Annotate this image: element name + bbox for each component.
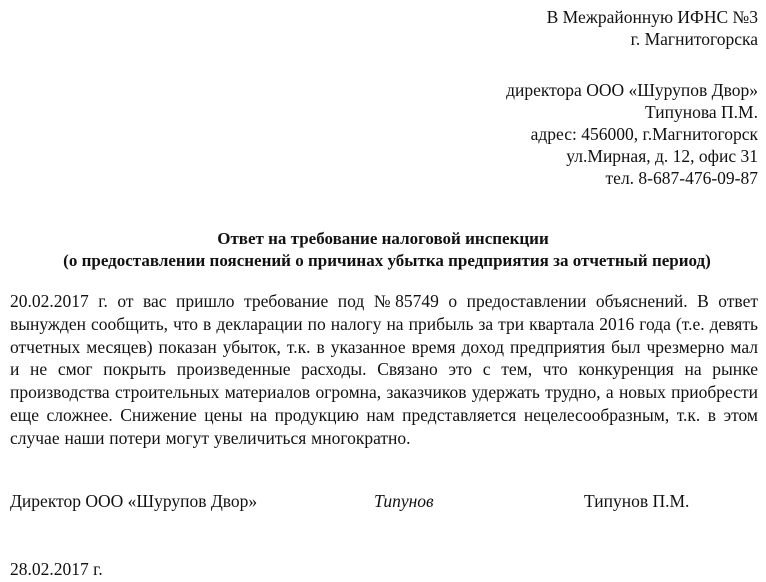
addressee-recipient: В Межрайонную ИФНС №3 <box>546 7 758 27</box>
addressee-recipient-city: г. Магнитогорска <box>630 29 758 49</box>
document-date: 28.02.2017 г. <box>10 559 103 579</box>
sender-street: ул.Мирная, д. 12, офис 31 <box>566 146 758 166</box>
sender-address: адрес: 456000, г.Магнитогорск <box>530 124 758 144</box>
document-title-block <box>0 228 766 272</box>
body-paragraph: 20.02.2017 г. от вас пришло требование под №85749 о предоставлении объяснений. В ответ вынужден сообщить, что в декларации по налогу на прибыль за три квартала 2016 года (т.е. девять отчетных месяцев) показан убыток, т.к. в указанное время доход предприятия был чрезмерно мал и не смог покрыть произведенные расходы. Связано это с тем, что конкуренция на рынке производства строительных материалов огромна, заказчиков удержать трудно, а новых приобрести еще сложнее. Снижение цены на продукцию нам представляется нецелесообразным, т.к. в этом случае наши потери могут увеличиться многократно. <box>10 291 758 448</box>
addressee-block <box>506 6 758 189</box>
sender-position: директора ООО «Шурупов Двор» <box>506 80 758 100</box>
handwritten-signature: Типунов <box>374 491 434 511</box>
document-title: Ответ на требование налоговой инспекции <box>217 229 549 248</box>
sender-phone: тел. 8-687-476-09-87 <box>605 168 758 188</box>
signer-name: Типунов П.М. <box>584 491 690 511</box>
addressee-gap <box>506 50 758 79</box>
sender-name: Типунова П.М. <box>645 102 758 122</box>
signer-position: Директор ООО «Шурупов Двор» <box>10 491 258 511</box>
document-subtitle: (о предоставлении пояснений о причинах убытка предприятия за отчетный период) <box>63 251 711 270</box>
